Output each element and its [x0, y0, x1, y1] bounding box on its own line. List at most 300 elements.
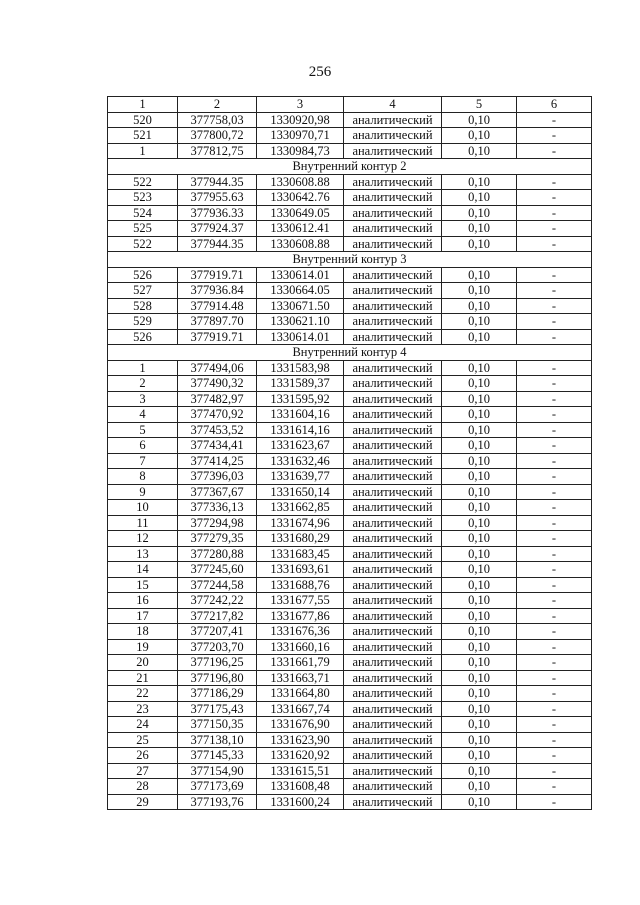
- table-row: [108, 329, 592, 345]
- method-cell: аналитический: [344, 236, 442, 252]
- note-cell: -: [517, 701, 592, 717]
- x-coordinate-cell: 377812,75: [178, 143, 257, 159]
- method-cell: аналитический: [344, 655, 442, 671]
- table-row: [108, 577, 592, 593]
- method-cell: аналитический: [344, 500, 442, 516]
- method-cell: аналитический: [344, 469, 442, 485]
- x-coordinate-cell: 377203,70: [178, 639, 257, 655]
- x-coordinate-cell: 377434,41: [178, 438, 257, 454]
- table-row: [108, 717, 592, 733]
- table-row: [108, 314, 592, 330]
- note-cell: -: [517, 407, 592, 423]
- table-row: [108, 748, 592, 764]
- x-coordinate-cell: 377919.71: [178, 329, 257, 345]
- table-row: [108, 407, 592, 423]
- accuracy-cell: 0,10: [442, 283, 517, 299]
- accuracy-cell: 0,10: [442, 112, 517, 128]
- note-cell: -: [517, 593, 592, 609]
- accuracy-cell: 0,10: [442, 205, 517, 221]
- point-number-cell: 524: [108, 205, 178, 221]
- note-cell: -: [517, 763, 592, 779]
- y-coordinate-cell: 1330608.88: [257, 236, 344, 252]
- method-cell: аналитический: [344, 732, 442, 748]
- point-number-cell: 4: [108, 407, 178, 423]
- table-row: [108, 112, 592, 128]
- section-title: Внутренний контур 3: [108, 252, 592, 268]
- accuracy-cell: 0,10: [442, 531, 517, 547]
- note-cell: -: [517, 283, 592, 299]
- table-row: [108, 376, 592, 392]
- y-coordinate-cell: 1331680,29: [257, 531, 344, 547]
- x-coordinate-cell: 377154,90: [178, 763, 257, 779]
- x-coordinate-cell: 377490,32: [178, 376, 257, 392]
- table-row: [108, 500, 592, 516]
- point-number-cell: 528: [108, 298, 178, 314]
- accuracy-cell: 0,10: [442, 717, 517, 733]
- accuracy-cell: 0,10: [442, 314, 517, 330]
- y-coordinate-cell: 1331623,67: [257, 438, 344, 454]
- point-number-cell: 13: [108, 546, 178, 562]
- point-number-cell: 10: [108, 500, 178, 516]
- note-cell: -: [517, 128, 592, 144]
- y-coordinate-cell: 1331693,61: [257, 562, 344, 578]
- method-cell: аналитический: [344, 360, 442, 376]
- table-row: [108, 469, 592, 485]
- method-cell: аналитический: [344, 438, 442, 454]
- y-coordinate-cell: 1330920,98: [257, 112, 344, 128]
- table-row: [108, 283, 592, 299]
- accuracy-cell: 0,10: [442, 748, 517, 764]
- accuracy-cell: 0,10: [442, 329, 517, 345]
- section-title: Внутренний контур 2: [108, 159, 592, 175]
- x-coordinate-cell: 377186,29: [178, 686, 257, 702]
- method-cell: аналитический: [344, 701, 442, 717]
- x-coordinate-cell: 377336,13: [178, 500, 257, 516]
- point-number-cell: 23: [108, 701, 178, 717]
- method-cell: аналитический: [344, 593, 442, 609]
- accuracy-cell: 0,10: [442, 438, 517, 454]
- y-coordinate-cell: 1331620,92: [257, 748, 344, 764]
- method-cell: аналитический: [344, 314, 442, 330]
- point-number-cell: 22: [108, 686, 178, 702]
- accuracy-cell: 0,10: [442, 484, 517, 500]
- point-number-cell: 2: [108, 376, 178, 392]
- x-coordinate-cell: 377196,80: [178, 670, 257, 686]
- table-row: [108, 546, 592, 562]
- accuracy-cell: 0,10: [442, 143, 517, 159]
- note-cell: -: [517, 717, 592, 733]
- point-number-cell: 526: [108, 267, 178, 283]
- table-row: [108, 531, 592, 547]
- method-cell: аналитический: [344, 283, 442, 299]
- accuracy-cell: 0,10: [442, 624, 517, 640]
- y-coordinate-cell: 1331639,77: [257, 469, 344, 485]
- accuracy-cell: 0,10: [442, 128, 517, 144]
- section-row: [108, 345, 592, 361]
- point-number-cell: 527: [108, 283, 178, 299]
- x-coordinate-cell: 377919.71: [178, 267, 257, 283]
- point-number-cell: 21: [108, 670, 178, 686]
- x-coordinate-cell: 377470,92: [178, 407, 257, 423]
- method-cell: аналитический: [344, 391, 442, 407]
- point-number-cell: 525: [108, 221, 178, 237]
- y-coordinate-cell: 1330664.05: [257, 283, 344, 299]
- point-number-cell: 3: [108, 391, 178, 407]
- accuracy-cell: 0,10: [442, 190, 517, 206]
- note-cell: -: [517, 143, 592, 159]
- method-cell: аналитический: [344, 143, 442, 159]
- accuracy-cell: 0,10: [442, 298, 517, 314]
- point-number-cell: 28: [108, 779, 178, 795]
- point-number-cell: 9: [108, 484, 178, 500]
- x-coordinate-cell: 377145,33: [178, 748, 257, 764]
- y-coordinate-cell: 1330671.50: [257, 298, 344, 314]
- point-number-cell: 8: [108, 469, 178, 485]
- header-cell: 6: [517, 97, 592, 113]
- y-coordinate-cell: 1331663,71: [257, 670, 344, 686]
- y-coordinate-cell: 1330984,73: [257, 143, 344, 159]
- table-row: [108, 360, 592, 376]
- x-coordinate-cell: 377193,76: [178, 794, 257, 810]
- note-cell: -: [517, 484, 592, 500]
- method-cell: аналитический: [344, 608, 442, 624]
- table-row: [108, 267, 592, 283]
- y-coordinate-cell: 1331677,86: [257, 608, 344, 624]
- y-coordinate-cell: 1330614.01: [257, 329, 344, 345]
- x-coordinate-cell: 377914.48: [178, 298, 257, 314]
- header-cell: 3: [257, 97, 344, 113]
- method-cell: аналитический: [344, 128, 442, 144]
- y-coordinate-cell: 1331661,79: [257, 655, 344, 671]
- method-cell: аналитический: [344, 190, 442, 206]
- method-cell: аналитический: [344, 267, 442, 283]
- accuracy-cell: 0,10: [442, 763, 517, 779]
- accuracy-cell: 0,10: [442, 515, 517, 531]
- note-cell: -: [517, 112, 592, 128]
- point-number-cell: 521: [108, 128, 178, 144]
- table-row: [108, 686, 592, 702]
- method-cell: аналитический: [344, 686, 442, 702]
- x-coordinate-cell: 377897.70: [178, 314, 257, 330]
- point-number-cell: 522: [108, 236, 178, 252]
- point-number-cell: 18: [108, 624, 178, 640]
- accuracy-cell: 0,10: [442, 794, 517, 810]
- table-row: [108, 794, 592, 810]
- method-cell: аналитический: [344, 670, 442, 686]
- x-coordinate-cell: 377173,69: [178, 779, 257, 795]
- y-coordinate-cell: 1331608,48: [257, 779, 344, 795]
- note-cell: -: [517, 748, 592, 764]
- method-cell: аналитический: [344, 763, 442, 779]
- table-row: [108, 763, 592, 779]
- y-coordinate-cell: 1330614.01: [257, 267, 344, 283]
- x-coordinate-cell: 377396,03: [178, 469, 257, 485]
- x-coordinate-cell: 377196,25: [178, 655, 257, 671]
- x-coordinate-cell: 377279,35: [178, 531, 257, 547]
- y-coordinate-cell: 1331660,16: [257, 639, 344, 655]
- note-cell: -: [517, 655, 592, 671]
- note-cell: -: [517, 205, 592, 221]
- header-cell: 4: [344, 97, 442, 113]
- x-coordinate-cell: 377150,35: [178, 717, 257, 733]
- x-coordinate-cell: 377955.63: [178, 190, 257, 206]
- note-cell: -: [517, 422, 592, 438]
- y-coordinate-cell: 1331615,51: [257, 763, 344, 779]
- x-coordinate-cell: 377944.35: [178, 236, 257, 252]
- section-row: [108, 159, 592, 175]
- x-coordinate-cell: 377453,52: [178, 422, 257, 438]
- table-row: [108, 174, 592, 190]
- x-coordinate-cell: 377294,98: [178, 515, 257, 531]
- x-coordinate-cell: 377280,88: [178, 546, 257, 562]
- accuracy-cell: 0,10: [442, 376, 517, 392]
- accuracy-cell: 0,10: [442, 562, 517, 578]
- method-cell: аналитический: [344, 794, 442, 810]
- x-coordinate-cell: 377936.33: [178, 205, 257, 221]
- note-cell: -: [517, 515, 592, 531]
- accuracy-cell: 0,10: [442, 608, 517, 624]
- y-coordinate-cell: 1331667,74: [257, 701, 344, 717]
- accuracy-cell: 0,10: [442, 732, 517, 748]
- y-coordinate-cell: 1331650,14: [257, 484, 344, 500]
- note-cell: -: [517, 376, 592, 392]
- y-coordinate-cell: 1331604,16: [257, 407, 344, 423]
- y-coordinate-cell: 1331623,90: [257, 732, 344, 748]
- point-number-cell: 24: [108, 717, 178, 733]
- table-row: [108, 391, 592, 407]
- method-cell: аналитический: [344, 422, 442, 438]
- method-cell: аналитический: [344, 717, 442, 733]
- note-cell: -: [517, 314, 592, 330]
- x-coordinate-cell: 377482,97: [178, 391, 257, 407]
- point-number-cell: 526: [108, 329, 178, 345]
- table-row: [108, 655, 592, 671]
- x-coordinate-cell: 377245,60: [178, 562, 257, 578]
- note-cell: -: [517, 500, 592, 516]
- method-cell: аналитический: [344, 407, 442, 423]
- note-cell: -: [517, 221, 592, 237]
- point-number-cell: 19: [108, 639, 178, 655]
- note-cell: -: [517, 608, 592, 624]
- method-cell: аналитический: [344, 748, 442, 764]
- point-number-cell: 20: [108, 655, 178, 671]
- y-coordinate-cell: 1330612.41: [257, 221, 344, 237]
- x-coordinate-cell: 377138,10: [178, 732, 257, 748]
- point-number-cell: 1: [108, 143, 178, 159]
- y-coordinate-cell: 1331674,96: [257, 515, 344, 531]
- y-coordinate-cell: 1330642.76: [257, 190, 344, 206]
- note-cell: -: [517, 298, 592, 314]
- accuracy-cell: 0,10: [442, 267, 517, 283]
- x-coordinate-cell: 377242,22: [178, 593, 257, 609]
- note-cell: -: [517, 391, 592, 407]
- x-coordinate-cell: 377494,06: [178, 360, 257, 376]
- note-cell: -: [517, 639, 592, 655]
- y-coordinate-cell: 1330649.05: [257, 205, 344, 221]
- x-coordinate-cell: 377414,25: [178, 453, 257, 469]
- y-coordinate-cell: 1331589,37: [257, 376, 344, 392]
- point-number-cell: 1: [108, 360, 178, 376]
- section-row: [108, 252, 592, 268]
- x-coordinate-cell: 377936.84: [178, 283, 257, 299]
- method-cell: аналитический: [344, 329, 442, 345]
- table-row: [108, 670, 592, 686]
- note-cell: -: [517, 236, 592, 252]
- point-number-cell: 16: [108, 593, 178, 609]
- x-coordinate-cell: 377217,82: [178, 608, 257, 624]
- point-number-cell: 27: [108, 763, 178, 779]
- table-row: [108, 624, 592, 640]
- accuracy-cell: 0,10: [442, 686, 517, 702]
- note-cell: -: [517, 546, 592, 562]
- note-cell: -: [517, 174, 592, 190]
- accuracy-cell: 0,10: [442, 639, 517, 655]
- accuracy-cell: 0,10: [442, 221, 517, 237]
- y-coordinate-cell: 1330621.10: [257, 314, 344, 330]
- header-cell: 1: [108, 97, 178, 113]
- x-coordinate-cell: 377758,03: [178, 112, 257, 128]
- point-number-cell: 523: [108, 190, 178, 206]
- method-cell: аналитический: [344, 205, 442, 221]
- coordinates-table: [107, 96, 592, 810]
- table-row: [108, 593, 592, 609]
- note-cell: -: [517, 360, 592, 376]
- method-cell: аналитический: [344, 112, 442, 128]
- point-number-cell: 5: [108, 422, 178, 438]
- table-body: [108, 97, 592, 810]
- table-row: [108, 438, 592, 454]
- note-cell: -: [517, 732, 592, 748]
- y-coordinate-cell: 1331595,92: [257, 391, 344, 407]
- table-row: [108, 608, 592, 624]
- accuracy-cell: 0,10: [442, 655, 517, 671]
- y-coordinate-cell: 1331677,55: [257, 593, 344, 609]
- method-cell: аналитический: [344, 562, 442, 578]
- accuracy-cell: 0,10: [442, 701, 517, 717]
- table-row: [108, 732, 592, 748]
- point-number-cell: 26: [108, 748, 178, 764]
- accuracy-cell: 0,10: [442, 577, 517, 593]
- accuracy-cell: 0,10: [442, 500, 517, 516]
- accuracy-cell: 0,10: [442, 453, 517, 469]
- point-number-cell: 6: [108, 438, 178, 454]
- x-coordinate-cell: 377175,43: [178, 701, 257, 717]
- method-cell: аналитический: [344, 484, 442, 500]
- method-cell: аналитический: [344, 639, 442, 655]
- table-row: [108, 190, 592, 206]
- accuracy-cell: 0,10: [442, 174, 517, 190]
- method-cell: аналитический: [344, 546, 442, 562]
- note-cell: -: [517, 624, 592, 640]
- y-coordinate-cell: 1331664,80: [257, 686, 344, 702]
- point-number-cell: 520: [108, 112, 178, 128]
- table-row: [108, 779, 592, 795]
- table-row: [108, 639, 592, 655]
- y-coordinate-cell: 1331583,98: [257, 360, 344, 376]
- method-cell: аналитический: [344, 453, 442, 469]
- table-row: [108, 298, 592, 314]
- table-row: [108, 128, 592, 144]
- note-cell: -: [517, 562, 592, 578]
- note-cell: -: [517, 577, 592, 593]
- header-row: [108, 97, 592, 113]
- table-row: [108, 422, 592, 438]
- accuracy-cell: 0,10: [442, 236, 517, 252]
- x-coordinate-cell: 377207,41: [178, 624, 257, 640]
- note-cell: -: [517, 469, 592, 485]
- point-number-cell: 7: [108, 453, 178, 469]
- method-cell: аналитический: [344, 624, 442, 640]
- y-coordinate-cell: 1330608.88: [257, 174, 344, 190]
- section-title: Внутренний контур 4: [108, 345, 592, 361]
- table-row: [108, 484, 592, 500]
- method-cell: аналитический: [344, 515, 442, 531]
- accuracy-cell: 0,10: [442, 407, 517, 423]
- method-cell: аналитический: [344, 577, 442, 593]
- point-number-cell: 522: [108, 174, 178, 190]
- table-row: [108, 143, 592, 159]
- point-number-cell: 25: [108, 732, 178, 748]
- accuracy-cell: 0,10: [442, 593, 517, 609]
- note-cell: -: [517, 531, 592, 547]
- header-cell: 5: [442, 97, 517, 113]
- point-number-cell: 529: [108, 314, 178, 330]
- point-number-cell: 29: [108, 794, 178, 810]
- table-row: [108, 236, 592, 252]
- point-number-cell: 12: [108, 531, 178, 547]
- y-coordinate-cell: 1331614,16: [257, 422, 344, 438]
- note-cell: -: [517, 686, 592, 702]
- point-number-cell: 15: [108, 577, 178, 593]
- x-coordinate-cell: 377244,58: [178, 577, 257, 593]
- note-cell: -: [517, 190, 592, 206]
- point-number-cell: 17: [108, 608, 178, 624]
- method-cell: аналитический: [344, 376, 442, 392]
- accuracy-cell: 0,10: [442, 469, 517, 485]
- accuracy-cell: 0,10: [442, 779, 517, 795]
- accuracy-cell: 0,10: [442, 670, 517, 686]
- page-number: 256: [308, 64, 332, 80]
- table-row: [108, 515, 592, 531]
- x-coordinate-cell: 377924.37: [178, 221, 257, 237]
- point-number-cell: 14: [108, 562, 178, 578]
- note-cell: -: [517, 670, 592, 686]
- table-row: [108, 205, 592, 221]
- note-cell: -: [517, 267, 592, 283]
- method-cell: аналитический: [344, 298, 442, 314]
- note-cell: -: [517, 453, 592, 469]
- accuracy-cell: 0,10: [442, 391, 517, 407]
- note-cell: -: [517, 794, 592, 810]
- y-coordinate-cell: 1331662,85: [257, 500, 344, 516]
- method-cell: аналитический: [344, 221, 442, 237]
- header-cell: 2: [178, 97, 257, 113]
- table-row: [108, 701, 592, 717]
- y-coordinate-cell: 1330970,71: [257, 128, 344, 144]
- x-coordinate-cell: 377800,72: [178, 128, 257, 144]
- method-cell: аналитический: [344, 174, 442, 190]
- method-cell: аналитический: [344, 779, 442, 795]
- table-row: [108, 221, 592, 237]
- accuracy-cell: 0,10: [442, 422, 517, 438]
- accuracy-cell: 0,10: [442, 360, 517, 376]
- x-coordinate-cell: 377367,67: [178, 484, 257, 500]
- note-cell: -: [517, 329, 592, 345]
- table-row: [108, 562, 592, 578]
- point-number-cell: 11: [108, 515, 178, 531]
- y-coordinate-cell: 1331676,90: [257, 717, 344, 733]
- method-cell: аналитический: [344, 531, 442, 547]
